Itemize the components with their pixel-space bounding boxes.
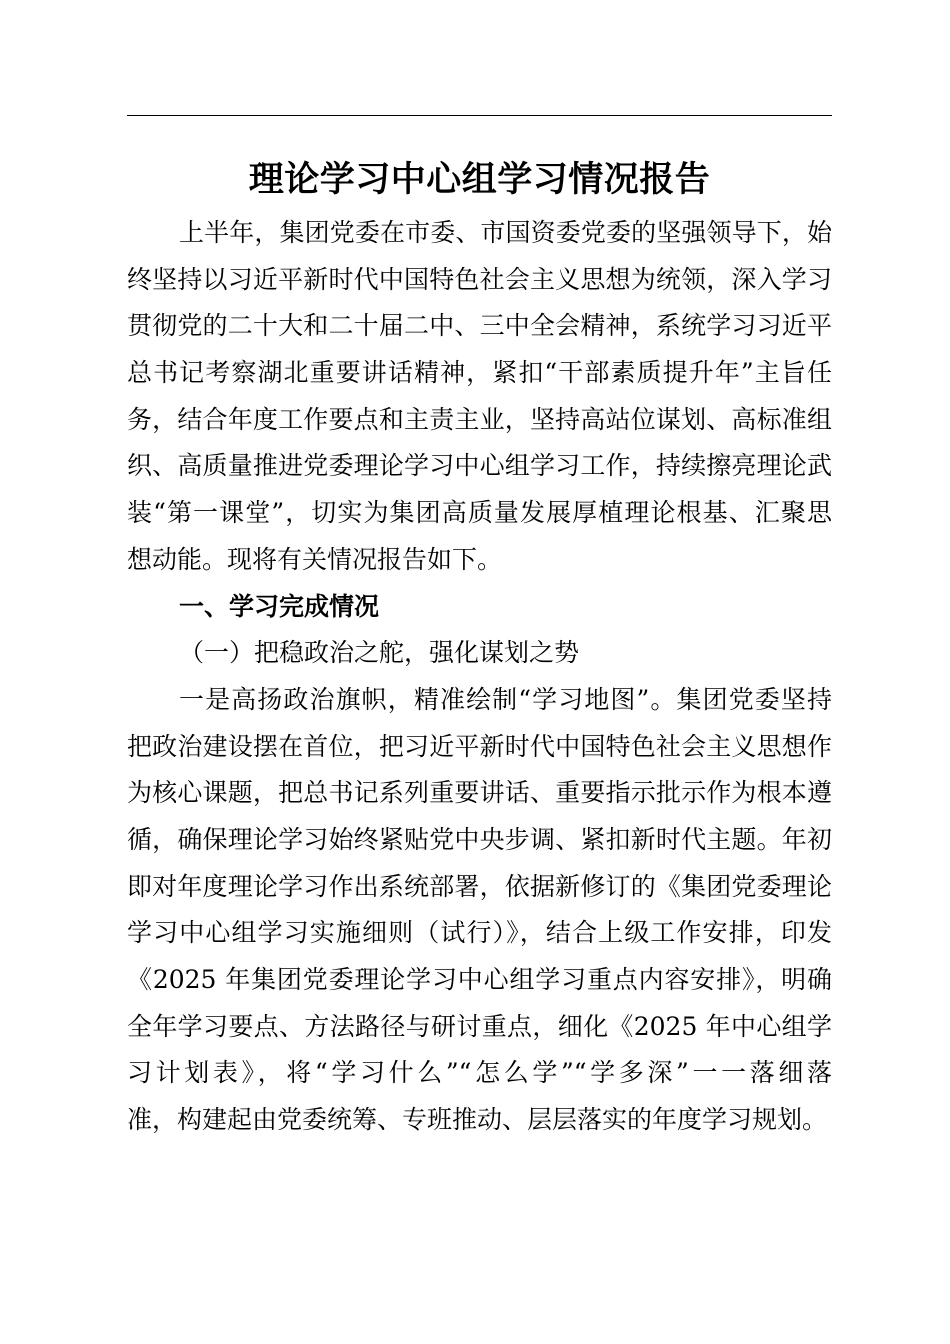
text-line: 贯彻党的二十大和二十届二中、三中全会精神，系统学习习近平 (127, 311, 832, 341)
text-line: 把政治建设摆在首位，把习近平新时代中国特色社会主义思想作 (127, 731, 832, 761)
section-heading (127, 584, 832, 631)
text-line: 务，结合年度工作要点和主责主业，坚持高站位谋划、高标准组 (127, 404, 832, 434)
document-title: 理论学习中心组学习情况报告 (248, 159, 711, 200)
text-line: 织、高质量推进党委理论学习中心组学习工作，持续擦亮理论武 (127, 451, 832, 481)
text-line: 上半年，集团党委在市委、市国资委党委的坚强领导下，始 (179, 218, 832, 247)
text-line: 循，确保理论学习始终紧贴党中央步调、紧扣新时代主题。年初 (127, 824, 832, 854)
header-rule (127, 115, 832, 116)
text-line: 想动能。现将有关情况报告如下。 (127, 544, 503, 574)
paragraph (127, 677, 832, 1144)
text-line: 即对年度理论学习作出系统部署，依据新修订的《集团党委理论 (127, 871, 832, 901)
text-line: 习计划表》，将“学习什么”“怎么学”“学多深”一一落细落 (127, 1058, 832, 1088)
text-line: 为核心课题，把总书记系列重要讲话、重要指示批示作为根本遵 (127, 778, 832, 808)
subsection-heading (127, 630, 832, 677)
text-line: 《2025 年集团党委理论学习中心组学习重点内容安排》，明确 (127, 965, 832, 994)
text-line: 一是高扬政治旗帜，精准绘制“学习地图”。集团党委坚持 (179, 684, 832, 714)
text-line: 一、学习完成情况 (179, 591, 380, 621)
text-line: 装“第一课堂”，切实为集团高质量发展厚植理论根基、汇聚思 (127, 498, 832, 528)
text-line: 总书记考察湖北重要讲话精神，紧扣“干部素质提升年”主旨任 (127, 358, 832, 388)
text-line: 学习中心组学习实施细则（试行）》，结合上级工作安排，印发 (127, 918, 832, 948)
text-line: 准，构建起由党委统筹、专班推动、层层落实的年度学习规划。 (127, 1105, 828, 1135)
document-body (127, 210, 832, 1144)
paragraph (127, 210, 832, 584)
text-line: 全年学习要点、方法路径与研讨重点，细化《2025 年中心组学 (127, 1011, 832, 1041)
text-line: 终坚持以习近平新时代中国特色社会主义思想为统领，深入学习 (127, 264, 832, 294)
text-line: （一）把稳政治之舵，强化谋划之势 (179, 638, 580, 668)
